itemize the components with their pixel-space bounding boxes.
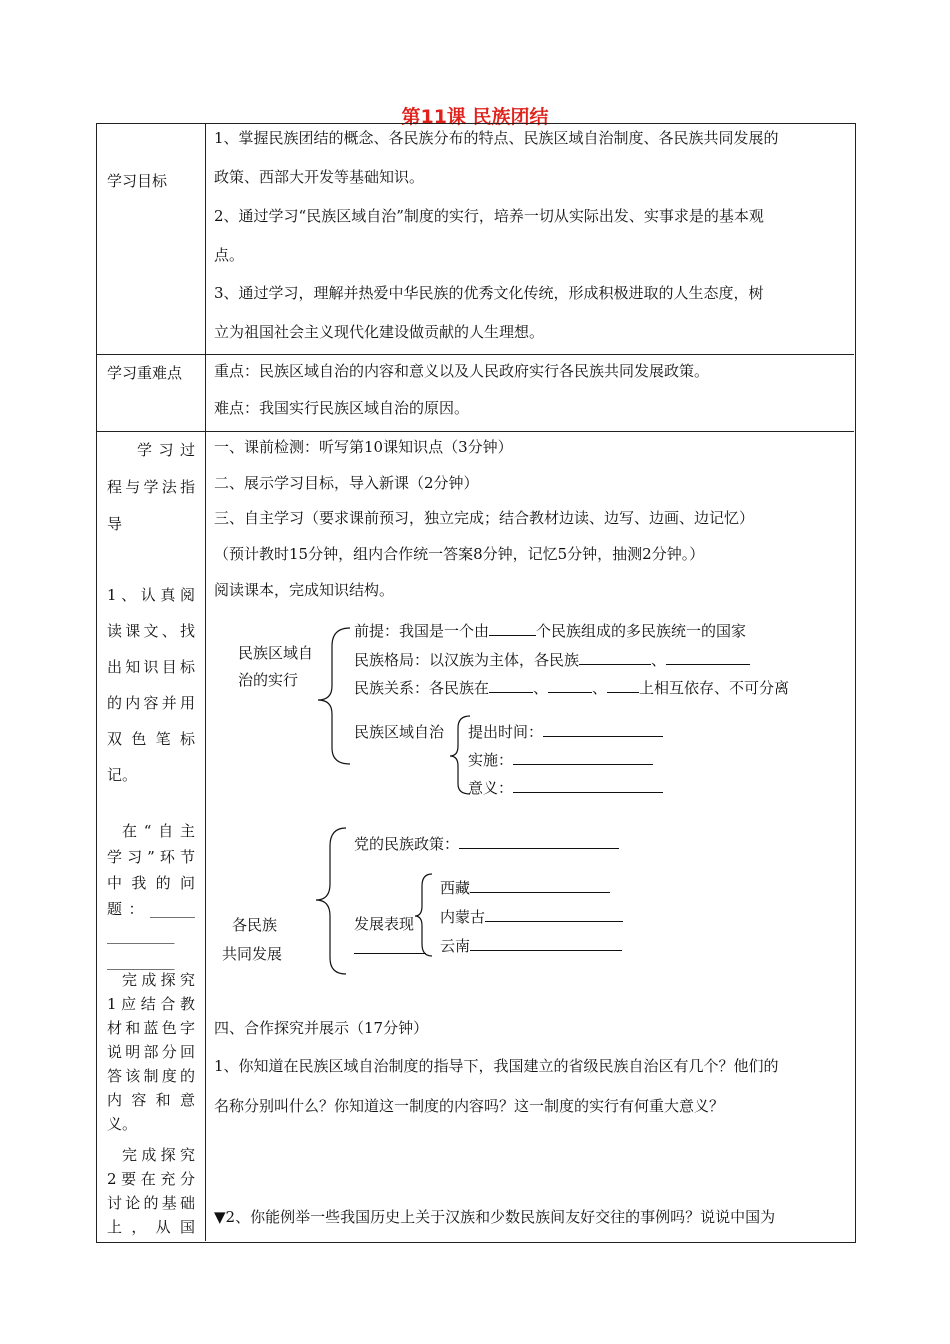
guide-my-questions: 在“自主 学习”环节 中我的问 题：______ _________ _________ [107, 822, 195, 970]
relation-blank-3[interactable] [607, 678, 639, 693]
yunnan-blank[interactable] [470, 936, 622, 951]
premise-line: 前提：我国是一个由 个民族组成的多民族统一的国家 [354, 622, 747, 640]
step-3: 三、自主学习（要求课前预习，独立完成；结合教材边读、边写、边画、边记忆） [214, 509, 755, 527]
policy-line: 党的民族政策： [354, 834, 619, 854]
relation-blank-2[interactable] [548, 678, 592, 693]
goal-line-6: 立为祖国社会主义现代化建设做贡献的人生理想。 [214, 323, 545, 341]
meaning-line: 意义： [468, 778, 663, 798]
step-reading: 阅读课本，完成知识结构。 [214, 581, 395, 599]
guide-explore-1: 完成探究 1应结合教 材和蓝色字 说明部分回 答该制度的 内容和意 义。 [107, 971, 195, 1133]
meaning-blank[interactable] [513, 778, 663, 793]
goals-label: 学习目标 [107, 172, 168, 190]
group-development-title: 各民族 共同发展 [222, 916, 283, 963]
development-label: 发展表现 [354, 915, 415, 933]
development-blank[interactable] [354, 939, 426, 954]
question-2: ▼2、你能例举一些我国历史上关于汉族和少数民族间友好交往的事例吗？说说中国为 [214, 1208, 776, 1226]
tibet-blank[interactable] [470, 878, 610, 893]
time-blank[interactable] [543, 722, 663, 737]
brace-autonomy-details [450, 716, 470, 794]
goal-line-2: 政策、西部大开发等基础知识。 [214, 168, 425, 186]
relation-line: 民族关系：各民族在 、 、 上相互依存、不可分离 [354, 679, 790, 697]
step-2: 二、展示学习目标，导入新课（2分钟） [214, 474, 479, 492]
pattern-blank-2[interactable] [666, 650, 750, 665]
group-autonomy-title: 民族区域自 治的实行 [238, 644, 314, 689]
relation-blank-1[interactable] [489, 678, 533, 693]
inner-mongolia-blank[interactable] [485, 907, 623, 922]
question-1-line-1: 1、你知道在民族区域自治制度的指导下，我国建立的省级民族自治区有几个？他们的 [214, 1057, 779, 1075]
goal-line-3: 2、通过学习“民族区域自治”制度的实行，培养一切从实际出发、实事求是的基本观 [214, 207, 764, 225]
process-label: 学习过 程与学法指 导 [107, 441, 195, 533]
step-1: 一、课前检测：听写第10课知识点（3分钟） [214, 438, 513, 456]
implement-blank[interactable] [513, 750, 653, 765]
region-tibet: 西藏 [440, 878, 610, 898]
page-title: 第11课 民族团结 [401, 106, 549, 128]
pattern-line: 民族格局：以汉族为主体，各民族 、 [354, 650, 750, 670]
pattern-blank-1[interactable] [579, 650, 651, 665]
step-3-timing: （预计教时15分钟，组内合作统一答案8分钟，记忆5分钟，抽测2分钟。） [214, 545, 705, 563]
time-line: 提出时间： [468, 722, 663, 742]
region-inner-mongolia: 内蒙古 [440, 907, 623, 927]
region-yunnan: 云南 [440, 936, 622, 956]
question-1-line-2: 名称分别叫什么？你知道这一制度的内容吗？这一制度的实行有何重大意义？ [214, 1097, 725, 1115]
cooperative-title: 四、合作探究并展示（17分钟） [214, 1019, 429, 1037]
guide-read: 1、认真阅 读课文、找 出知识目标 的内容并用 双色笔标 记。 [107, 586, 195, 784]
implement-line: 实施： [468, 750, 653, 770]
brace-autonomy-group [318, 628, 350, 764]
policy-blank[interactable] [459, 834, 619, 849]
goal-line-5: 3、通过学习，理解并热爱中华民族的优秀文化传统，形成积极进取的人生态度，树 [214, 284, 764, 302]
guide-explore-2: 完成探究 2要在充分 讨论的基础 上，从国 [107, 1146, 195, 1236]
goal-line-4: 点。 [214, 246, 245, 264]
premise-blank[interactable] [489, 621, 536, 636]
difficulty-text: 难点：我国实行民族区域自治的原因。 [214, 399, 470, 417]
brace-development-group [316, 828, 346, 974]
autonomy-label: 民族区域自治 [354, 723, 445, 741]
key-point-text: 重点：民族区域自治的内容和意义以及人民政府实行各民族共同发展政策。 [214, 362, 710, 380]
keypoints-label: 学习重难点 [107, 364, 183, 382]
goal-line-1: 1、掌握民族团结的概念、各民族分布的特点、民族区域自治制度、各民族共同发展的 [214, 129, 779, 147]
